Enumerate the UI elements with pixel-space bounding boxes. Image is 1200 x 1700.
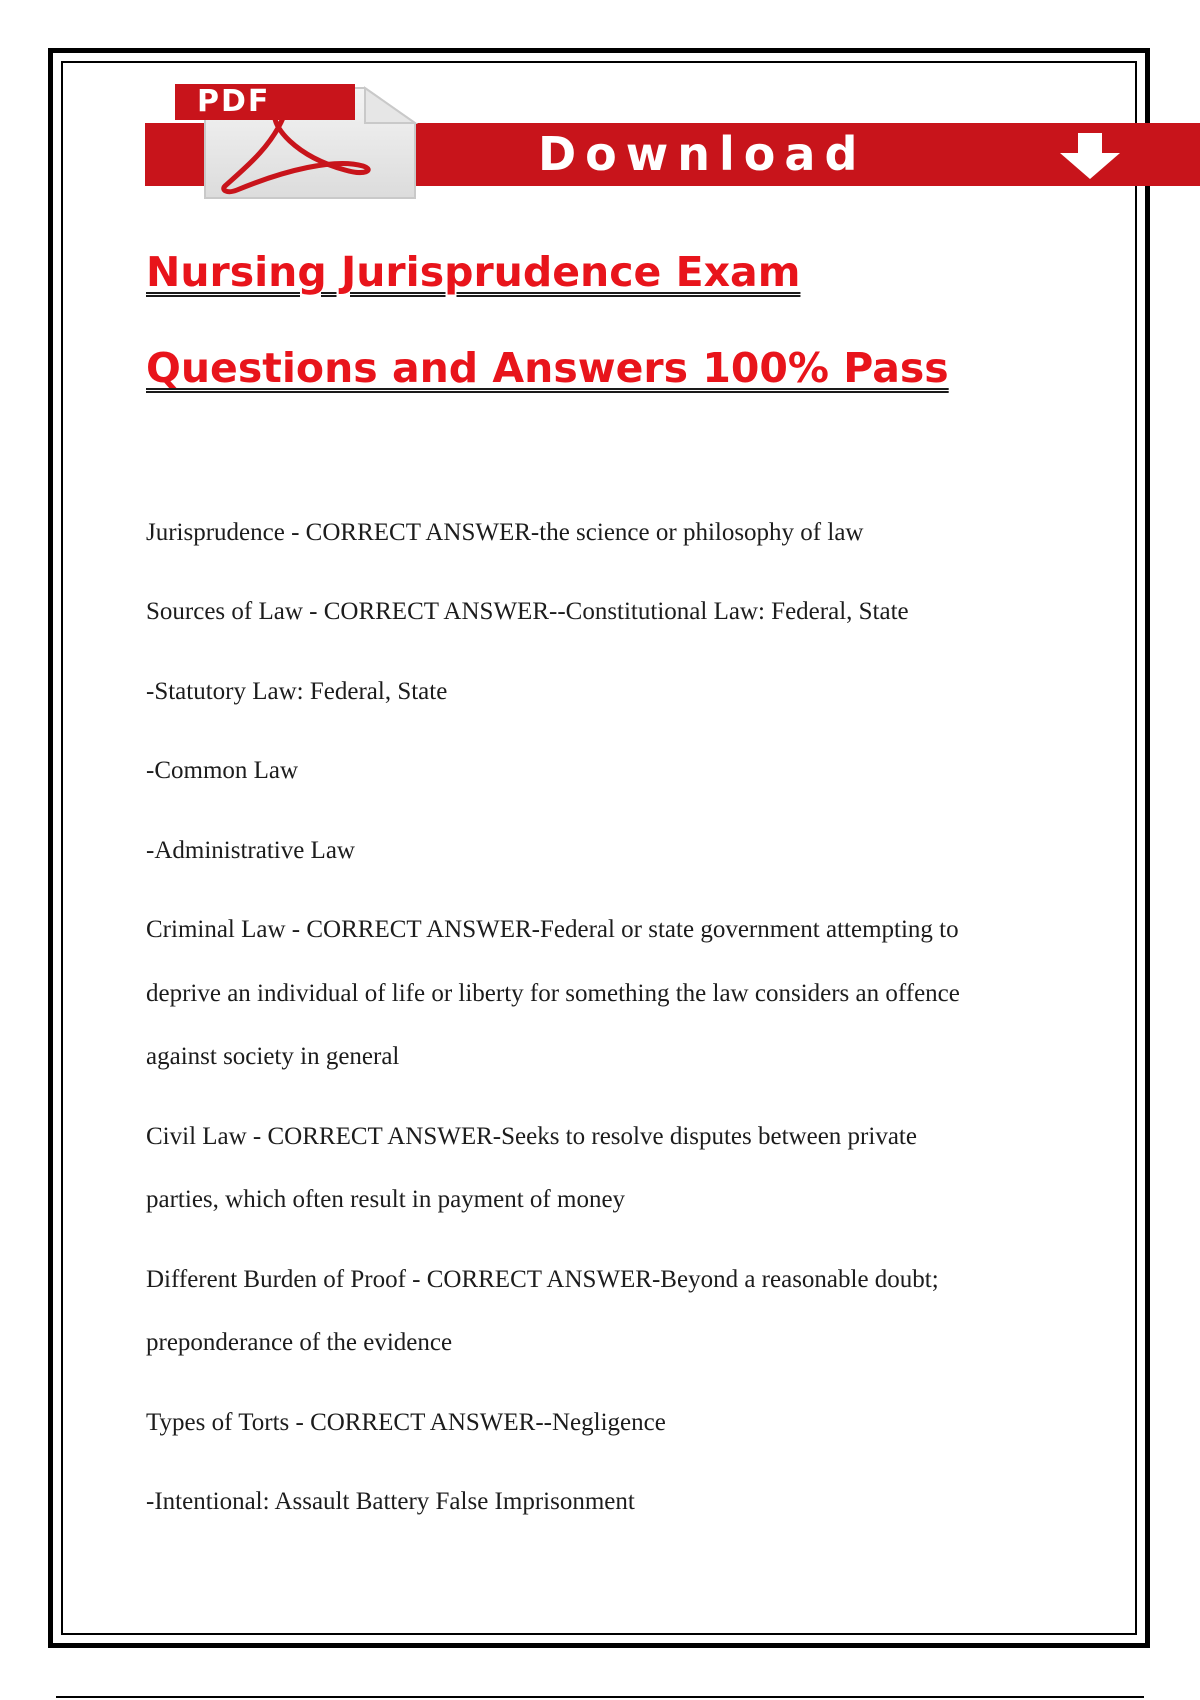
text-line: Sources of Law - CORRECT ANSWER--Constitutional Law: Federal, State	[146, 598, 909, 625]
pdf-label: PDF	[175, 84, 355, 120]
text-line: preponderance of the evidence	[146, 1329, 453, 1356]
text-line: Civil Law - CORRECT ANSWER-Seeks to resolve disputes between private	[146, 1123, 917, 1150]
text-line: -Statutory Law: Federal, State	[146, 678, 448, 705]
text-line: Jurisprudence - CORRECT ANSWER-the science or philosophy of law	[146, 519, 864, 546]
text-line: Types of Torts - CORRECT ANSWER--Negligence	[146, 1409, 666, 1436]
text-line: deprive an individual of life or liberty for something the law considers an offence	[146, 980, 960, 1007]
text-line: -Intentional: Assault Battery False Imprisonment	[146, 1488, 635, 1515]
text-line: parties, which often result in payment of money	[146, 1186, 626, 1213]
text-line: Criminal Law - CORRECT ANSWER-Federal or state government attempting to	[146, 916, 959, 943]
document-title-line-2: Questions and Answers 100% Pass	[146, 344, 949, 392]
text-line: -Administrative Law	[146, 837, 355, 864]
download-arrow-icon	[1050, 131, 1130, 181]
text-line: against society in general	[146, 1043, 400, 1070]
text-line: Different Burden of Proof - CORRECT ANSWER-Beyond a reasonable doubt;	[146, 1266, 939, 1293]
download-label: Download	[538, 127, 867, 181]
footer-divider	[56, 1696, 1144, 1698]
document-title-line-1: Nursing Jurisprudence Exam	[146, 248, 801, 296]
text-line: -Common Law	[146, 757, 299, 784]
pdf-file-icon	[175, 78, 425, 203]
pdf-download-banner[interactable]	[145, 78, 1200, 203]
